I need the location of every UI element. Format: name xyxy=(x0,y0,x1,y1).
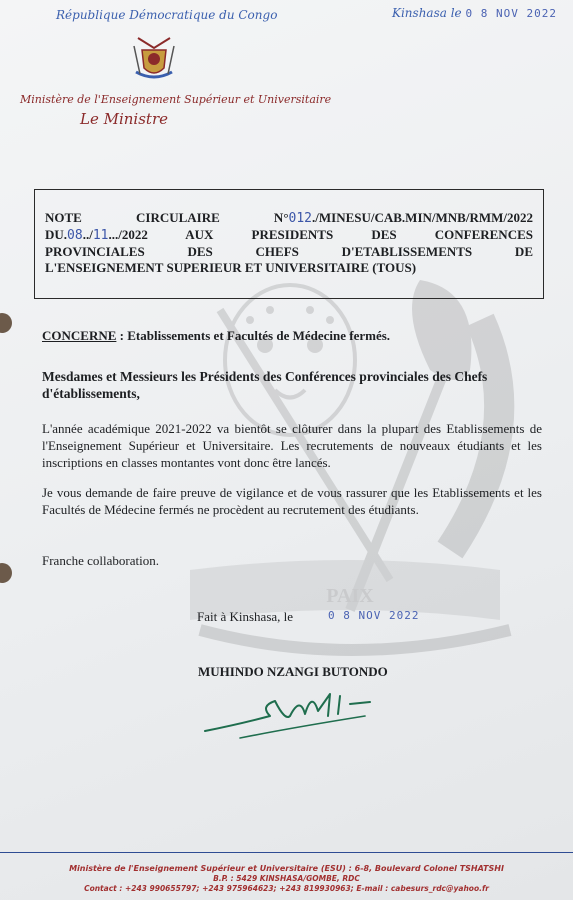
note-month-handwritten: 11 xyxy=(92,228,109,243)
place-prefix: Kinshasa le xyxy=(392,6,462,20)
footer-divider xyxy=(0,852,573,853)
footer xyxy=(0,864,573,894)
subject-label: CONCERNE xyxy=(42,328,117,343)
note-line-1 xyxy=(45,210,533,227)
header-date-stamp: 0 8 NOV 2022 xyxy=(465,7,557,20)
circular-note-title-box xyxy=(34,189,544,299)
footer-contact: Contact : +243 990655797; +243 975964623; +243 819930963; E-mail : cabesurs_rdc@yahoo.fr xyxy=(84,884,489,893)
place-of-signing: Fait à Kinshasa, le xyxy=(197,609,294,624)
ministry-header: Ministère de l'Enseignement Supérieur et Universitaire xyxy=(20,93,332,106)
body-paragraph-1: L'année académique 2021-2022 va bientôt se clôturer dans la plupart des Etablissements de l'Enseignement Supérieur et Universitaire. Les recrutements de nouveaux étudiants et les inscriptions en classes montantes vont donc être lancés. xyxy=(42,421,542,470)
signing-date-stamp: 0 8 NOV 2022 xyxy=(328,609,420,622)
note-text: DU. xyxy=(45,227,68,242)
salutation: Mesdames et Messieurs les Présidents des Conférences provinciales des Chefs d'établissements, xyxy=(42,369,488,401)
note-line-2 xyxy=(45,227,533,244)
subject-line xyxy=(42,328,390,344)
note-line-3: PROVINCIALES DES CHEFS D'ETABLISSEMENTS DE xyxy=(45,244,533,259)
signatory-name: MUHINDO NZANGI BUTONDO xyxy=(198,664,388,679)
note-number-handwritten: 012 xyxy=(288,211,312,226)
watermark-paix-text: PAIX xyxy=(326,585,374,607)
coat-of-arms-icon xyxy=(128,34,180,86)
punch-hole xyxy=(0,563,12,583)
punch-hole xyxy=(0,313,12,333)
note-line-4: L'ENSEIGNEMENT SUPERIEUR ET UNIVERSITAIRE (TOUS) xyxy=(45,260,417,275)
footer-postal-box: B.P. : 5429 KINSHASA/GOMBE, RDC xyxy=(213,874,360,883)
note-day-handwritten: 08 xyxy=(67,228,83,243)
place-date-header xyxy=(392,6,557,20)
footer-address: Ministère de l'Enseignement Supérieur et Universitaire (ESU) : 6-8, Boulevard Colonel TSHATSHI xyxy=(69,864,504,873)
note-text: .../2022 AUX PRESIDENTS DES CONFERENCES xyxy=(108,227,533,242)
handwritten-signature xyxy=(200,676,380,746)
note-text: NOTE CIRCULAIRE N° xyxy=(45,210,289,225)
republic-header: République Démocratique du Congo xyxy=(56,8,278,22)
body-paragraph-2: Je vous demande de faire preuve de vigilance et de vous rassurer que les Etablissements et les Facultés de Médecine fermés ne procèdent au recrutement des étudiants. xyxy=(42,485,542,517)
minister-header: Le Ministre xyxy=(80,110,168,128)
note-text: ../ xyxy=(82,227,93,242)
note-text: ./MINESU/CAB.MIN/MNB/RMM/2022 xyxy=(312,210,533,225)
subject-text: : Etablissements et Facultés de Médecine fermés. xyxy=(116,328,391,343)
closing-line: Franche collaboration. xyxy=(42,553,159,568)
